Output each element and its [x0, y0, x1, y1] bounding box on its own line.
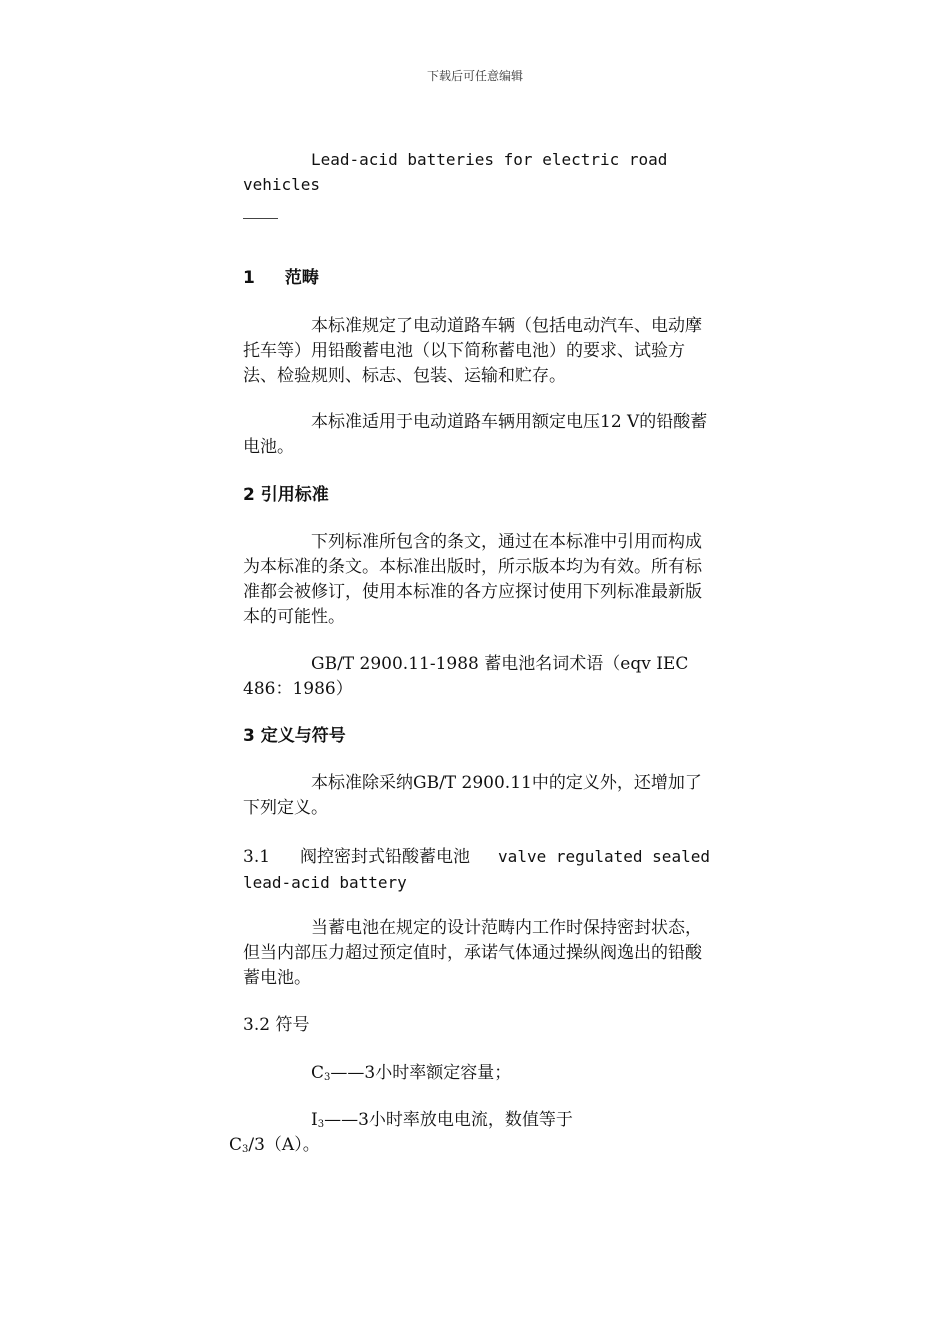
section-3-1-heading: [243, 844, 713, 896]
section-1-heading: [243, 266, 713, 291]
section-2-paragraph-1: 下列标准所包含的条文，通过在本标准中引用而构成为本标准的条文。本标准出版时，所示版本均为有效。所有标准都会被修订，使用本标准的各方应探讨使用下列标准最新版本的可能性。: [243, 532, 702, 627]
symbol-i3-base: I: [311, 1110, 318, 1130]
symbol-c3-description: ——3小时率额定容量；: [330, 1063, 512, 1083]
symbol-i3-cont-base: C: [229, 1135, 243, 1155]
symbol-c3-subscript: 3: [324, 1072, 331, 1083]
section-3-2-heading: 3.2 符号: [243, 1015, 310, 1035]
section-3-paragraph-1: 本标准除采纳GB/T 2900.11中的定义外，还增加了下列定义。: [243, 773, 702, 818]
section-1-paragraph-1: 本标准规定了电动道路车辆（包括电动汽车、电动摩托车等）用铅酸蓄电池（以下简称蓄电池）的要求、试验方法、检验规则、标志、包装、运输和贮存。: [243, 316, 702, 386]
section-3-1-definition: 当蓄电池在规定的设计范畴内工作时保持密封状态，但当内部压力超过预定值时，承诺气体通过操纵阀逸出的铅酸蓄电池。: [243, 918, 702, 988]
section-1-title: 范畴: [284, 268, 319, 288]
section-2-heading: 2 引用标准: [243, 485, 329, 505]
section-1-number: 1: [243, 268, 255, 288]
section-3-1-term: 阀控密封式铅酸蓄电池: [300, 847, 471, 867]
symbol-i3-cont-subscript: 3: [242, 1144, 249, 1155]
title-underline: [243, 218, 278, 219]
symbol-c3: [243, 1061, 713, 1090]
normative-reference: GB/T 2900.11-1988 蓄电池名词术语（eqv IEC 486：1986）: [243, 654, 689, 699]
section-3-heading: 3 定义与符号: [243, 726, 346, 746]
document-title: Lead-acid batteries for electric road vehicles: [243, 150, 668, 194]
symbol-i3-cont-text: /3（A）。: [248, 1135, 320, 1155]
section-3-1-english-term: valve regulated sealed lead-acid battery: [243, 847, 710, 892]
symbol-i3-subscript: 3: [317, 1119, 325, 1130]
symbol-i3-continuation: [229, 1133, 699, 1162]
header-note: 下载后可任意编辑: [426, 69, 523, 83]
symbol-c3-base: C: [311, 1063, 325, 1083]
symbol-i3-description: ——3小时率放电电流，数值等于: [324, 1110, 573, 1130]
section-1-paragraph-2: 本标准适用于电动道路车辆用额定电压12 V的铅酸蓄电池。: [243, 412, 708, 457]
section-3-1-number: 3.1: [243, 847, 271, 867]
